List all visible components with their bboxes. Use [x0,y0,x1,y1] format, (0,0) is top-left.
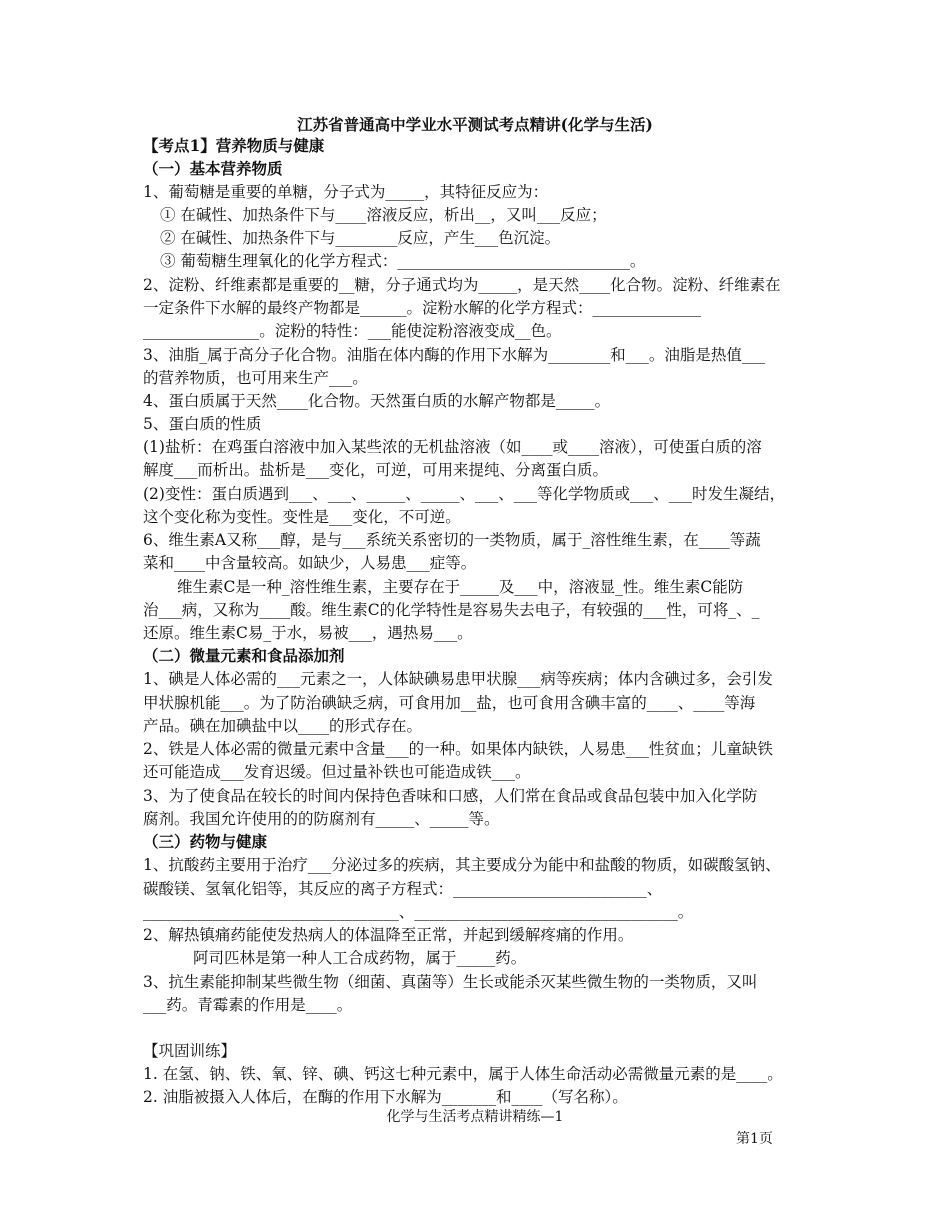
subsection-heading: （一）基本营养物质 [143,159,283,178]
text-line: 1、葡萄糖是重要的单糖，分子式为_____，其特征反应为： [143,183,549,201]
text-line: 这个变化称为变性。变性是___变化，不可逆。 [143,508,461,526]
subsection-heading: （二）微量元素和食品添加剂 [143,646,345,665]
text-line: ___药。青霉素的作用是____。 [143,996,353,1014]
text-line: 治___病，又称为____酸。维生素C的化学特性是容易失去电子，有较强的___性，可将_、_ [143,601,760,619]
text-line: 碳酸镁、氢氧化铝等，其反应的离子方程式：_________________________、 [143,880,663,898]
document-title: 江苏省普通高中学业水平测试考点精讲(化学与生活) [297,115,653,134]
text-line: 还原。维生素C易_于水，易被___，遇热易___。 [143,624,473,642]
text-line: 5、蛋白质的性质 [143,415,262,433]
text-line: 解度___而析出。盐析是___变化，可逆，可用来提纯、分离蛋白质。 [143,461,609,479]
text-line: 2、淀粉、纤维素都是重要的__糖，分子通式均为_____，是天然____化合物。淀粉、纤维素在 [143,276,781,294]
text-line: (1)盐析：在鸡蛋白溶液中加入某些浓的无机盐溶液（如____或____溶液），可使蛋白质的溶 [143,438,762,456]
text-line: ① 在碱性、加热条件下与____溶液反应，析出__，又叫___反应； [160,206,607,224]
text-line: 甲状腺机能___。为了防治碘缺乏病，可食用加__盐，也可食用含碘丰富的____、____等海 [143,694,756,712]
text-line: 2、铁是人体必需的微量元素中含量___的一种。如果体内缺铁，人易患___性贫血；儿童缺铁 [143,740,773,758]
text-line: 腐剂。我国允许使用的的防腐剂有_____、_____等。 [143,810,500,828]
text-line: 产品。碘在加碘盐中以____的形式存在。 [143,717,423,735]
text-line: _________________________________、__________________________________。 [143,903,694,921]
text-line: 2、解热镇痛药能使发热病人的体温降至正常，并起到缓解疼痛的作用。 [143,926,634,944]
text-line: 6、维生素A又称___醇，是与___系统关系密切的一类物质，属于_溶性维生素，在____等蔬 [143,531,761,549]
text-line: (2)变性：蛋白质遇到___、___、_____、_____、___、___等化学物质或___、___时发生凝结， [143,485,785,503]
text-line: 4、蛋白质属于天然____化合物。天然蛋白质的水解产物都是_____。 [143,392,611,410]
text-line: 的营养物质，也可用来生产___。 [143,369,368,387]
text-line: 3、为了使食品在较长的时间内保持色香味和口感，人们常在食品或食品包装中加入化学防 [143,787,758,805]
text-line: 阿司匹林是第一种人工合成药物，属于_____药。 [193,949,527,967]
exercise-item: 2. 油脂被摄入人体后，在酶的作用下水解为_______和____（写名称）。 [143,1088,628,1106]
text-line: _______________。淀粉的特性：___能使淀粉溶液变成__色。 [143,322,562,340]
text-line: 维生素C是一种_溶性维生素，主要存在于_____及___中，溶液显_性。维生素C能防 [177,578,744,596]
text-line: 1、碘是人体必需的___元素之一，人体缺碘易患甲状腺___病等疾病；体内含碘过多，会引发 [143,670,773,688]
subsection-heading: （三）药物与健康 [143,832,268,851]
text-line: 一定条件下水解的最终产物都是______。淀粉水解的化学方程式：______________ [143,299,702,317]
text-line: ② 在碱性、加热条件下与________反应，产生___色沉淀。 [160,229,561,247]
text-line: 1、抗酸药主要用于治疗___分泌过多的疾病，其主要成分为能中和盐酸的物质，如碳酸氢钠、 [143,856,781,874]
page-number: 第1页 [736,1131,773,1147]
text-line: 还可能造成___发育迟缓。但过量补铁也可能造成铁___。 [143,763,531,781]
section-heading: 【考点1】营养物质与健康 [143,136,325,155]
text-line: 3、抗生素能抑制某些微生物（细菌、真菌等）生长或能杀灭某些微生物的一类物质，又叫 [143,973,758,991]
text-line: 3、油脂_属于高分子化合物。油脂在体内酶的作用下水解为________和___。油脂是热值___ [143,346,766,364]
page-footer: 化学与生活考点精讲精练—1 [386,1109,564,1125]
exercise-item: 1. 在氢、钠、铁、氧、锌、碘、钙这七种元素中，属于人体生命活动必需微量元素的是____。 [143,1065,783,1083]
exercise-heading: 【巩固训练】 [143,1042,237,1060]
text-line: 菜和____中含量较高。如缺少，人易患___症等。 [143,554,477,572]
text-line: ③ 葡萄糖生理氧化的化学方程式：______________________________。 [160,252,646,270]
